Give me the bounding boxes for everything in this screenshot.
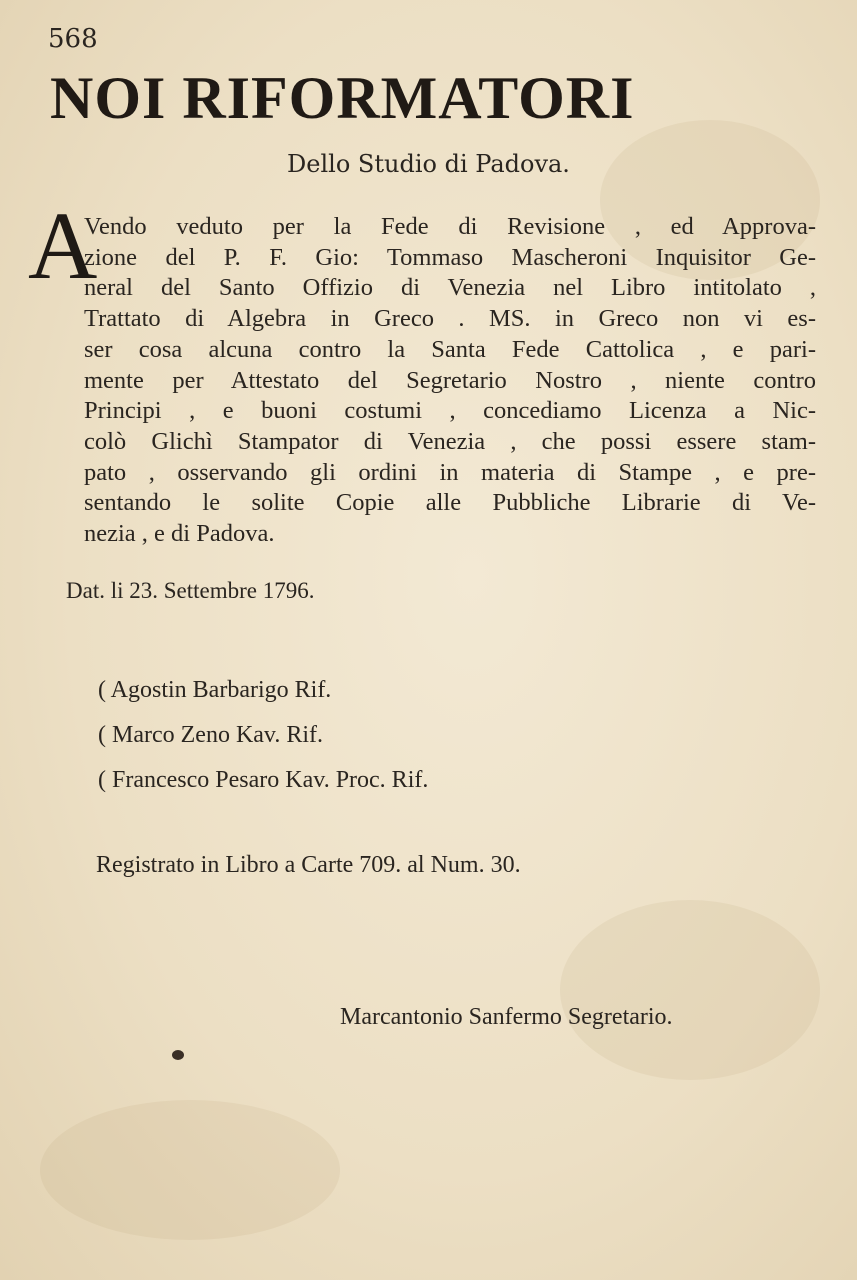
signatory: ( Marco Zeno Kav. Rif. (98, 722, 324, 748)
body-line: pato , osservando gli ordini in materia di Stampe , e pre- (84, 458, 816, 486)
body-line: Principi , e buoni costumi , concediamo Licenza a Nic- (84, 397, 816, 425)
body-line: Trattato di Algebra in Greco . MS. in Greco non vi es- (84, 305, 816, 333)
body-line: colò Glichì Stampator di Venezia , che possi essere stam- (84, 427, 816, 455)
body-line: Vendo veduto per la Fede di Revisione , ed Approva- (84, 213, 816, 240)
signatory: ( Agostin Barbarigo Rif. (98, 677, 332, 703)
body-line: zione del P. F. Gio: Tommaso Mascheroni Inquisitor Ge- (84, 243, 816, 271)
signatory: ( Francesco Pesaro Kav. Proc. Rif. (98, 767, 429, 793)
document-subtitle: Dello Studio di Padova. (287, 150, 570, 178)
document-title: NOI RIFORMATORI (50, 65, 635, 131)
paper-stain (560, 900, 820, 1080)
date-line: Dat. li 23. Settembre 1796. (66, 578, 315, 603)
body-line: ser cosa alcuna contro la Santa Fede Cattolica , e pari- (84, 335, 816, 363)
signatories-list (98, 668, 428, 803)
body-line: nezia , e di Padova. (84, 520, 275, 548)
page-number: 568 (48, 24, 98, 54)
drop-cap: A (28, 192, 98, 299)
paper-stain (40, 1100, 340, 1240)
body-line: neral del Santo Offizio di Venezia nel Libro intitolato , (84, 274, 816, 302)
body-line: mente per Attestato del Segretario Nostro , niente contro (84, 366, 816, 394)
body-line: sentando le solite Copie alle Pubbliche Librarie di Ve- (84, 489, 816, 517)
secretary-signature: Marcantonio Sanfermo Segretario. (340, 1004, 673, 1030)
registry-line: Registrato in Libro a Carte 709. al Num. 30. (96, 852, 521, 878)
ink-blot (172, 1050, 184, 1060)
body-paragraph (84, 212, 816, 550)
